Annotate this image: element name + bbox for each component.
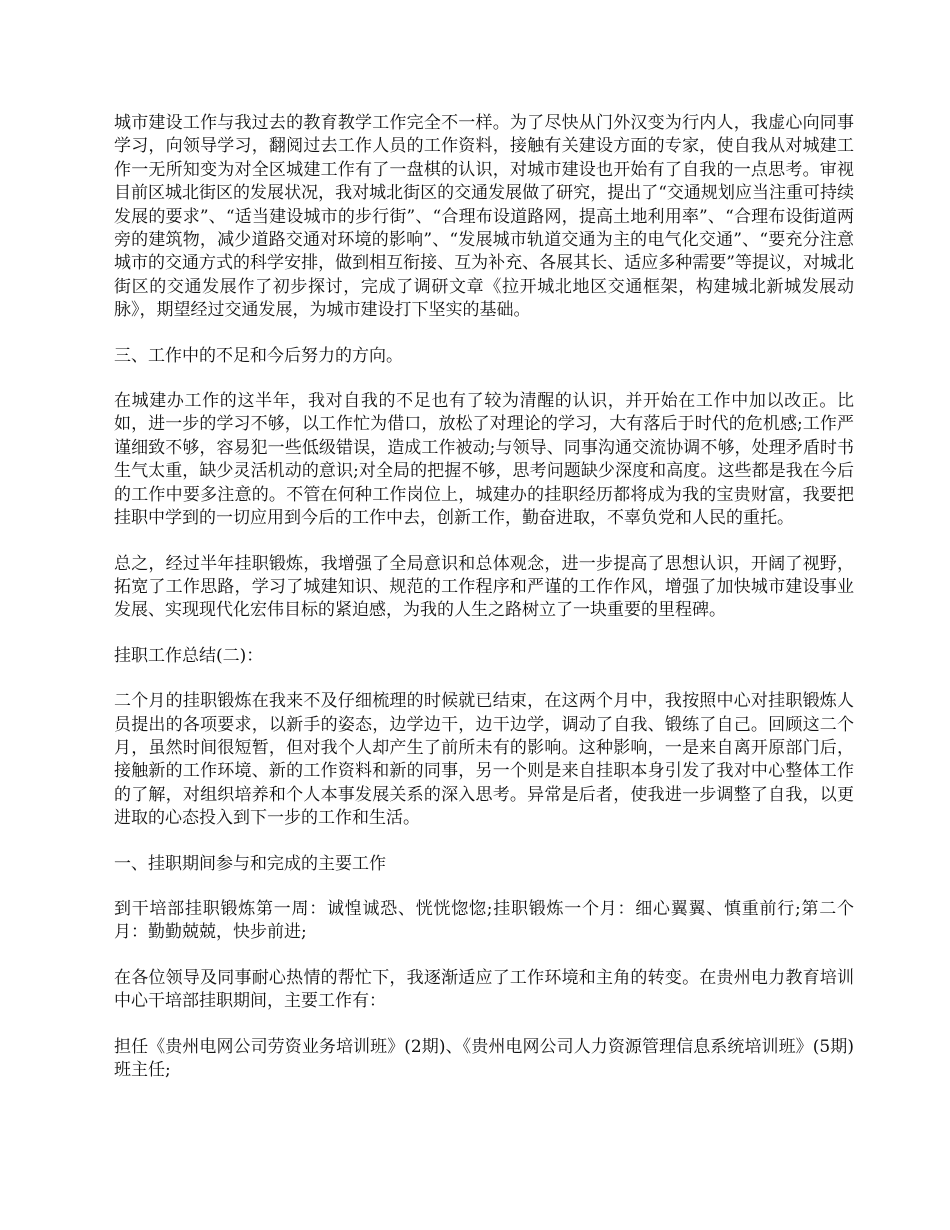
paragraph-adaptation: 在各位领导及同事耐心热情的帮忙下，我逐渐适应了工作环境和主角的转变。在贵州电力教育培训中心干培部挂职期间，主要工作有： [114, 967, 854, 1012]
paragraph-weekly-progress: 到干培部挂职锻炼第一周：诚惶诚恐、恍恍惚惚;挂职锻炼一个月：细心翼翼、慎重前行;第二个月：勤勤兢兢，快步前进; [114, 898, 854, 943]
section-heading-main-work: 一、挂职期间参与和完成的主要工作 [114, 853, 386, 874]
paragraph-class-teacher: 担任《贵州电网公司劳资业务培训班》(2期)、《贵州电网公司人力资源管理信息系统培训班》(5期)班主任; [114, 1036, 854, 1080]
paragraph-shortcomings: 在城建办工作的这半年，我对自我的不足也有了较为清醒的认识，并开始在工作中加以改正。比如，进一步的学习不够，以工作忙为借口，放松了对理论的学习，大有落后于时代的危机感;工作严谨细致不够，容易犯一些低级错误，造成工作被动;与领导、同事沟通交流协调不够，处理矛盾时书生气太重，缺少灵活机动的意识;对全局的把握不够，思考问题缺少深度和高度。这些都是我在今后的工作中要多注意的。不管在何种工作岗位上，城建办的挂职经历都将成为我的宝贵财富，我要把挂职中学到的一切应用到今后的工作中去，创新工作，勤奋进取，不辜负党和人民的重托。 [114, 391, 854, 529]
paragraph-conclusion: 总之，经过半年挂职锻炼，我增强了全局意识和总体观念，进一步提高了思想认识，开阔了视野，拓宽了工作思路，学习了城建知识、规范的工作程序和严谨的工作作风，增强了加快城市建设事业发展、实现现代化宏伟目标的紧迫感，为我的人生之路树立了一块重要的里程碑。 [114, 553, 854, 621]
paragraph-two-months: 二个月的挂职锻炼在我来不及仔细梳理的时候就已结束，在这两个月中，我按照中心对挂职锻炼人员提出的各项要求，以新手的姿态，边学边干，边干边学，调动了自我、锻练了自己。回顾这二个月，虽然时间很短暂，但对我个人却产生了前所未有的影响。这种影响，一是来自离开原部门后，接触新的工作环境、新的工作资料和新的同事，另一个则是来自挂职本身引发了我对中心整体工作的了解，对组织培养和个人本事发展关系的深入思考。异常是后者，使我进一步调整了自我，以更进取的心态投入到下一步的工作和生活。 [114, 691, 854, 829]
heading-summary-two: 挂职工作总结(二)： [114, 645, 264, 666]
section-heading-shortcomings: 三、工作中的不足和今后努力的方向。 [114, 345, 403, 366]
document-page [114, 112, 854, 1104]
paragraph-urban-construction-study: 城市建设工作与我过去的教育教学工作完全不一样。为了尽快从门外汉变为行内人，我虚心向同事学习，向领导学习，翻阅过去工作人员的工作资料，接触有关建设方面的专家，使自我从对城建工作一无所知变为对全区城建工作有了一盘棋的认识，对城市建设也开始有了自我的一点思考。审视目前区城北街区的发展状况，我对城北街区的交通发展做了研究，提出了“交通规划应当注重可持续发展的要求”、“适当建设城市的步行街”、“合理布设道路网，提高土地利用率”、“合理布设街道两旁的建筑物，减少道路交通对环境的影响”、“发展城市轨道交通为主的电气化交通”、“要充分注意城市的交通方式的科学安排，做到相互衔接、互为补充、各展其长、适应多种需要”等提议，对城北街区的交通发展作了初步探讨，完成了调研文章《拉开城北地区交通框架，构建城北新城发展动脉》，期望经过交通发展，为城市建设打下坚实的基础。 [114, 113, 854, 321]
